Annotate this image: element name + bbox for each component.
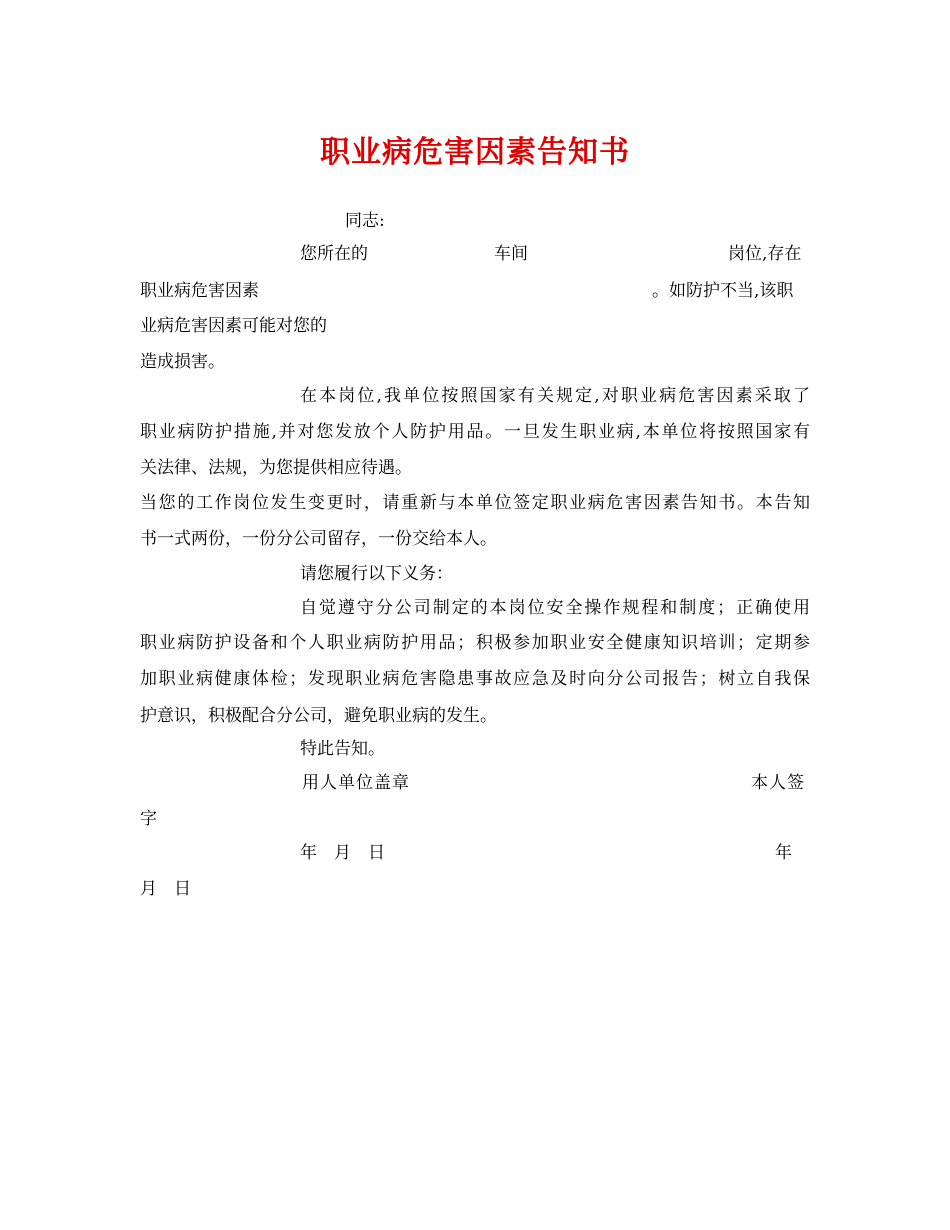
duties-intro: 请您履行以下义务： [300,564,453,584]
para2-line1: 在本岗位,我单位按照国家有关规定,对职业病危害因素采取了 [300,386,810,406]
para1-line3: 业病危害因素可能对您的 [140,316,327,336]
para2-line2: 职业病防护措施,并对您发放个人防护用品。一旦发生职业病,本单位将按照国家有 [140,422,810,442]
para3-line2: 书一式两份，一份分公司留存，一份交给本人。 [140,529,497,549]
title: 职业病危害因素告知书 [320,135,630,170]
para1-prefix: 您所在的 [300,244,368,264]
para4-line4: 护意识，积极配合分公司，避免职业病的发生。 [140,706,497,726]
self-sign-label: 本人签 [751,773,805,793]
self-sign-label-cont: 字 [140,809,157,829]
date-right-cont: 月 日 [140,879,191,899]
para4-line1: 自觉遵守分公司制定的本岗位安全操作规程和制度；正确使用 [300,598,810,618]
para4-line2: 职业病防护设备和个人职业病防护用品；积极参加职业安全健康知识培训；定期参 [140,633,810,653]
para3-line1: 当您的工作岗位发生变更时，请重新与本单位签定职业病危害因素告知书。本告知 [140,493,810,513]
para4-line3: 加职业病健康体检；发现职业病危害隐患事故应急及时向分公司报告；树立自我保 [140,669,810,689]
para1-workshop: 车间 [494,244,528,264]
para2-line3: 关法律、法规，为您提供相应待遇。 [140,458,412,478]
salutation: 同志: [345,211,385,231]
employer-seal-label: 用人单位盖章 [302,773,410,793]
para1-line2-right: 。如防护不当,该职 [652,281,794,301]
closing: 特此告知。 [300,739,385,759]
para1-line4: 造成损害。 [140,352,225,372]
para1-line2-left: 职业病危害因素 [140,281,259,301]
date-right-year: 年 [775,843,792,863]
para1-post: 岗位,存在 [728,244,802,264]
date-left: 年 月 日 [300,843,385,863]
